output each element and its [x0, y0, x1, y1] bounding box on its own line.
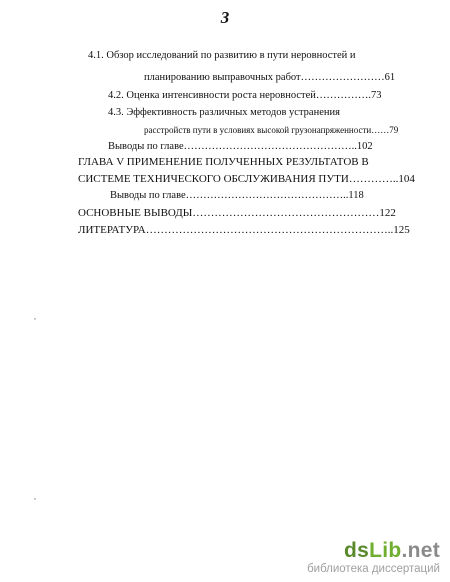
logo-net: .net — [401, 539, 440, 562]
toc-line: 4.1. Обзор исследований по развитию в пути неровностей и — [88, 50, 356, 61]
toc-line: 4.2. Оценка интенсивности роста неровностей…………….73 — [108, 90, 382, 101]
toc-line: Выводы по главе………………………………………..118 — [110, 190, 364, 201]
toc-line: СИСТЕМЕ ТЕХНИЧЕСКОГО ОБСЛУЖИВАНИЯ ПУТИ…………..104 — [78, 173, 415, 185]
watermark — [307, 540, 440, 576]
toc-line: 4.3. Эффективность различных методов устранения — [108, 107, 340, 118]
toc-line: ЛИТЕРАТУРА…………………………………………………………..125 — [78, 224, 410, 236]
watermark-logo — [307, 540, 440, 562]
margin-mark: , — [34, 492, 36, 501]
logo-lib: Lib — [369, 539, 402, 562]
margin-mark: , — [34, 312, 36, 321]
toc-line: Выводы по главе…………………………………………..102 — [108, 141, 373, 152]
toc-line: ОСНОВНЫЕ ВЫВОДЫ……………………………………………122 — [78, 207, 396, 219]
toc-line: планированию выправочных работ……………………61 — [144, 72, 396, 83]
watermark-subtitle: библиотека диссертаций — [307, 563, 440, 575]
logo-ds: ds — [343, 539, 370, 562]
page-number: 3 — [220, 8, 230, 27]
toc-line: ГЛАВА V ПРИМЕНЕНИЕ ПОЛУЧЕННЫХ РЕЗУЛЬТАТОВ В — [78, 156, 369, 168]
toc-line: расстройств пути в условиях высокой грузонапряженности……79 — [144, 125, 399, 135]
